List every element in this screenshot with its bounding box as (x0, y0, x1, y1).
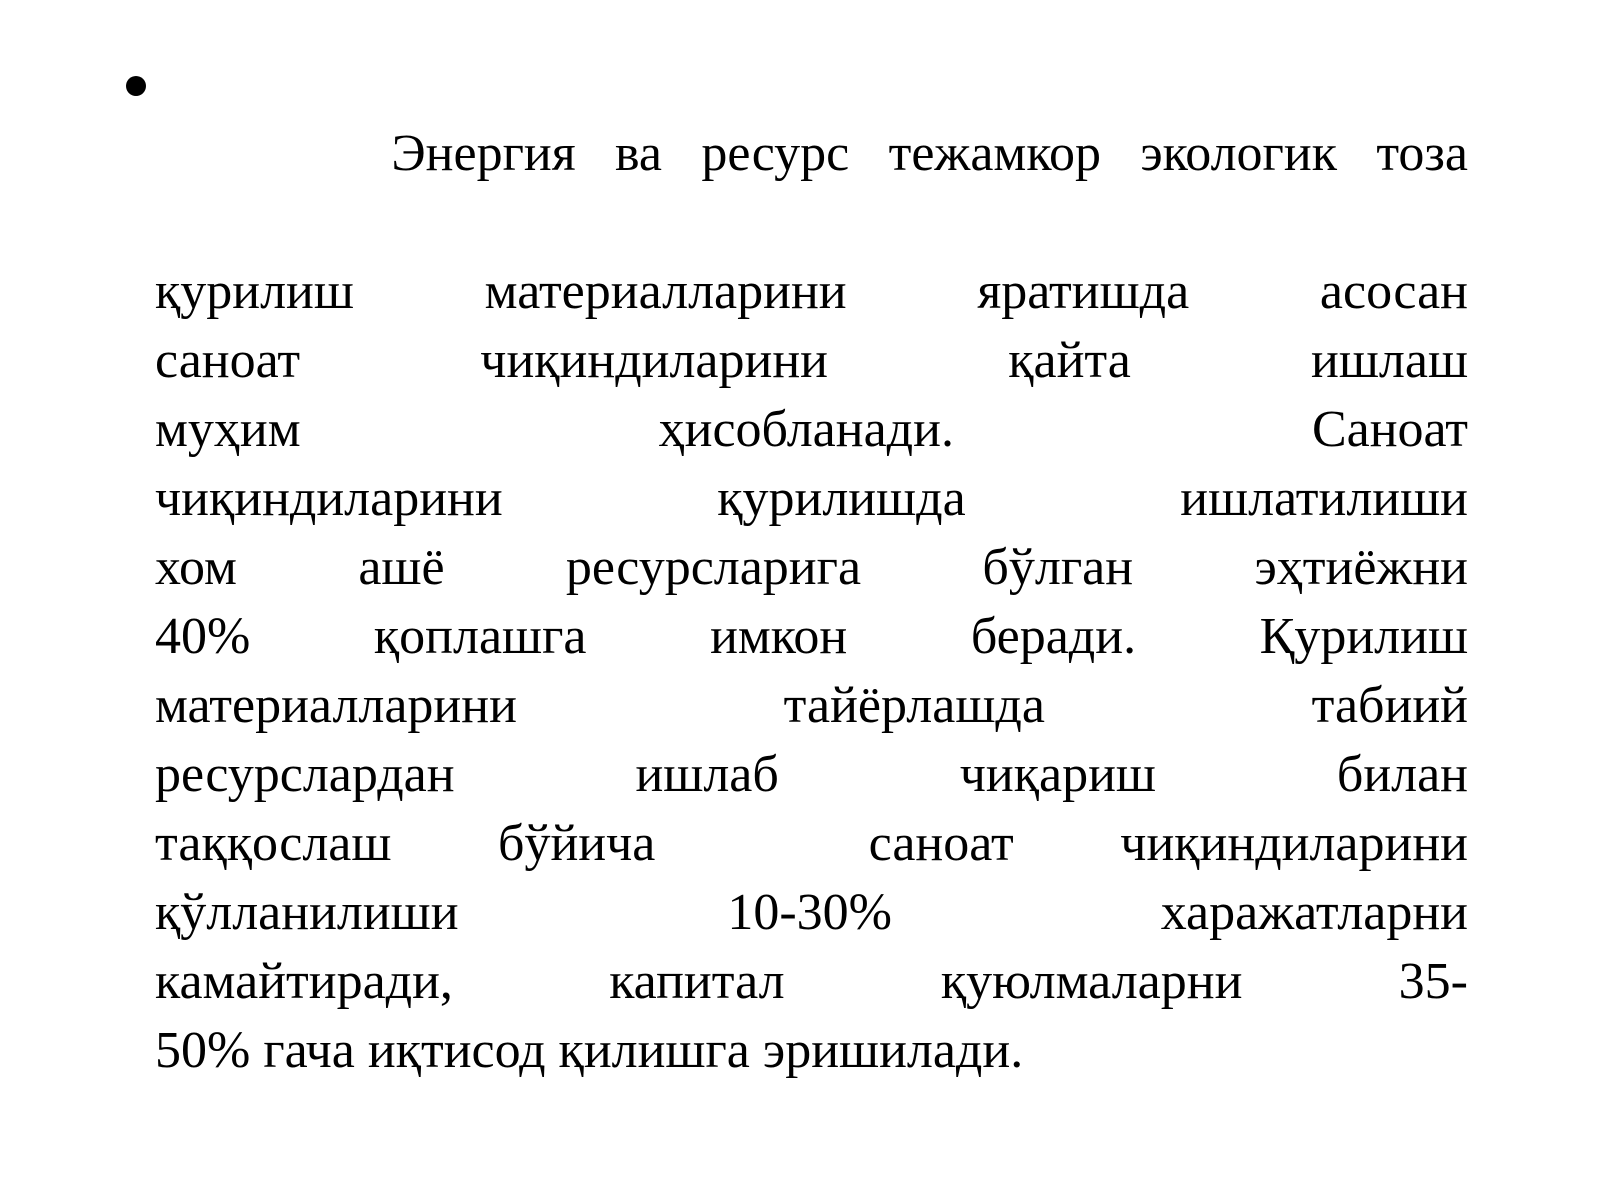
text-line: қўлланилиши 10-30% харажатларни (155, 884, 1468, 941)
bullet-icon (126, 76, 146, 96)
text-line: 40% қоплашга имкон беради. Қурилиш (155, 608, 1468, 665)
text-line: муҳим ҳисобланади. Саноат (155, 401, 1468, 458)
text-line: 50% гача иқтисод қилишга эришилади. (155, 1022, 1024, 1079)
text-line-content: Энергия ва ресурс тежамкор экологик тоза (391, 125, 1469, 182)
text-line: қурилиш материалларини яратишда асосан (155, 263, 1468, 320)
text-line (155, 50, 1468, 257)
text-line: ресурслардан ишлаб чиқариш билан (155, 746, 1468, 803)
text-line: саноат чиқиндиларини қайта ишлаш (155, 332, 1468, 389)
text-line: хом ашё ресурсларига бўлган эҳтиёжни (155, 539, 1468, 596)
text-line: таққослаш бўйича саноат чиқиндиларини (155, 815, 1468, 872)
text-line: чиқиндиларини қурилишда ишлатилиши (155, 470, 1468, 527)
text-line: камайтиради, капитал қуюлмаларни 35- (155, 953, 1468, 1010)
bullet-paragraph (155, 50, 1468, 1085)
text-line: материалларини тайёрлашда табиий (155, 677, 1468, 734)
